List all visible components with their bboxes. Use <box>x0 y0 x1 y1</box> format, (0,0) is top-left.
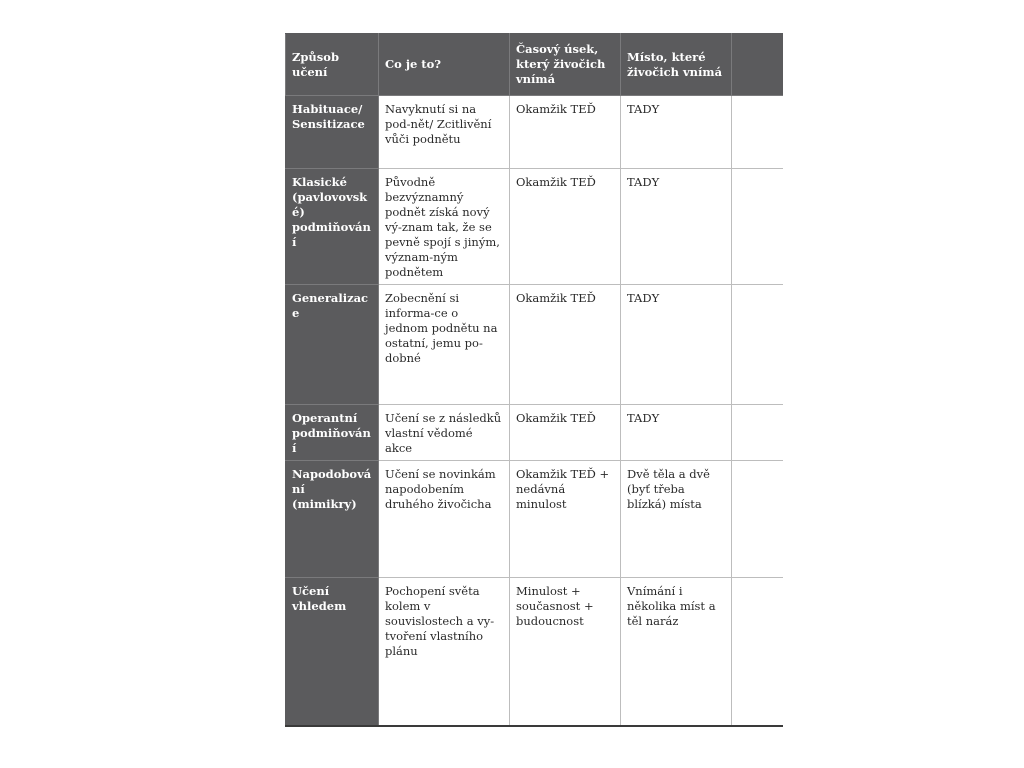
header-place: Místo, které živočich vnímá <box>621 34 732 96</box>
row-what: Původně bezvýznamný podnět získá nový vý-znam tak, že se pevně spojí s jiným, význam-ným podnětem <box>379 169 510 285</box>
header-time: Časový úsek, který živočich vnímá <box>510 34 621 96</box>
row-extra <box>732 405 783 461</box>
row-time: Okamžik TEĎ <box>510 96 621 169</box>
row-extra <box>732 96 783 169</box>
table-row <box>286 169 783 285</box>
table-row <box>286 461 783 578</box>
row-place: Dvě těla a dvě (byť třeba blízká) místa <box>621 461 732 578</box>
table-row <box>286 96 783 169</box>
header-what: Co je to? <box>379 34 510 96</box>
table-body <box>286 96 783 726</box>
header-method: Způsob učení <box>286 34 379 96</box>
learning-methods-table <box>285 33 783 727</box>
row-place: TADY <box>621 96 732 169</box>
row-extra <box>732 285 783 405</box>
header-row <box>286 34 783 96</box>
row-time: Okamžik TEĎ + nedávná minulost <box>510 461 621 578</box>
row-what: Zobecnění si informa-ce o jednom podnětu na ostatní, jemu po-dobné <box>379 285 510 405</box>
row-method: Učení vhledem <box>286 578 379 726</box>
row-method: Napodobování (mimikry) <box>286 461 379 578</box>
row-time: Okamžik TEĎ <box>510 405 621 461</box>
row-what: Učení se z následků vlastní vědomé akce <box>379 405 510 461</box>
row-extra <box>732 169 783 285</box>
row-extra <box>732 578 783 726</box>
row-time: Minulost + současnost + budoucnost <box>510 578 621 726</box>
row-extra <box>732 461 783 578</box>
row-place: TADY <box>621 285 732 405</box>
row-time: Okamžik TEĎ <box>510 169 621 285</box>
table-row <box>286 405 783 461</box>
row-what: Pochopení světa kolem v souvislostech a vy-tvoření vlastního plánu <box>379 578 510 726</box>
row-method: Habituace/ Sensitizace <box>286 96 379 169</box>
table-row <box>286 285 783 405</box>
row-what: Navyknutí si na pod-nět/ Zcitlivění vůči podnětu <box>379 96 510 169</box>
row-place: TADY <box>621 169 732 285</box>
row-method: Generalizace <box>286 285 379 405</box>
table-row <box>286 578 783 726</box>
row-method: Operantní podmiňování <box>286 405 379 461</box>
row-what: Učení se novinkám napodobením druhého živočicha <box>379 461 510 578</box>
row-place: Vnímání i několika míst a těl naráz <box>621 578 732 726</box>
row-place: TADY <box>621 405 732 461</box>
row-time: Okamžik TEĎ <box>510 285 621 405</box>
row-method: Klasické (pavlovovské) podmiňování <box>286 169 379 285</box>
table-header <box>286 34 783 96</box>
header-extra <box>732 34 783 96</box>
